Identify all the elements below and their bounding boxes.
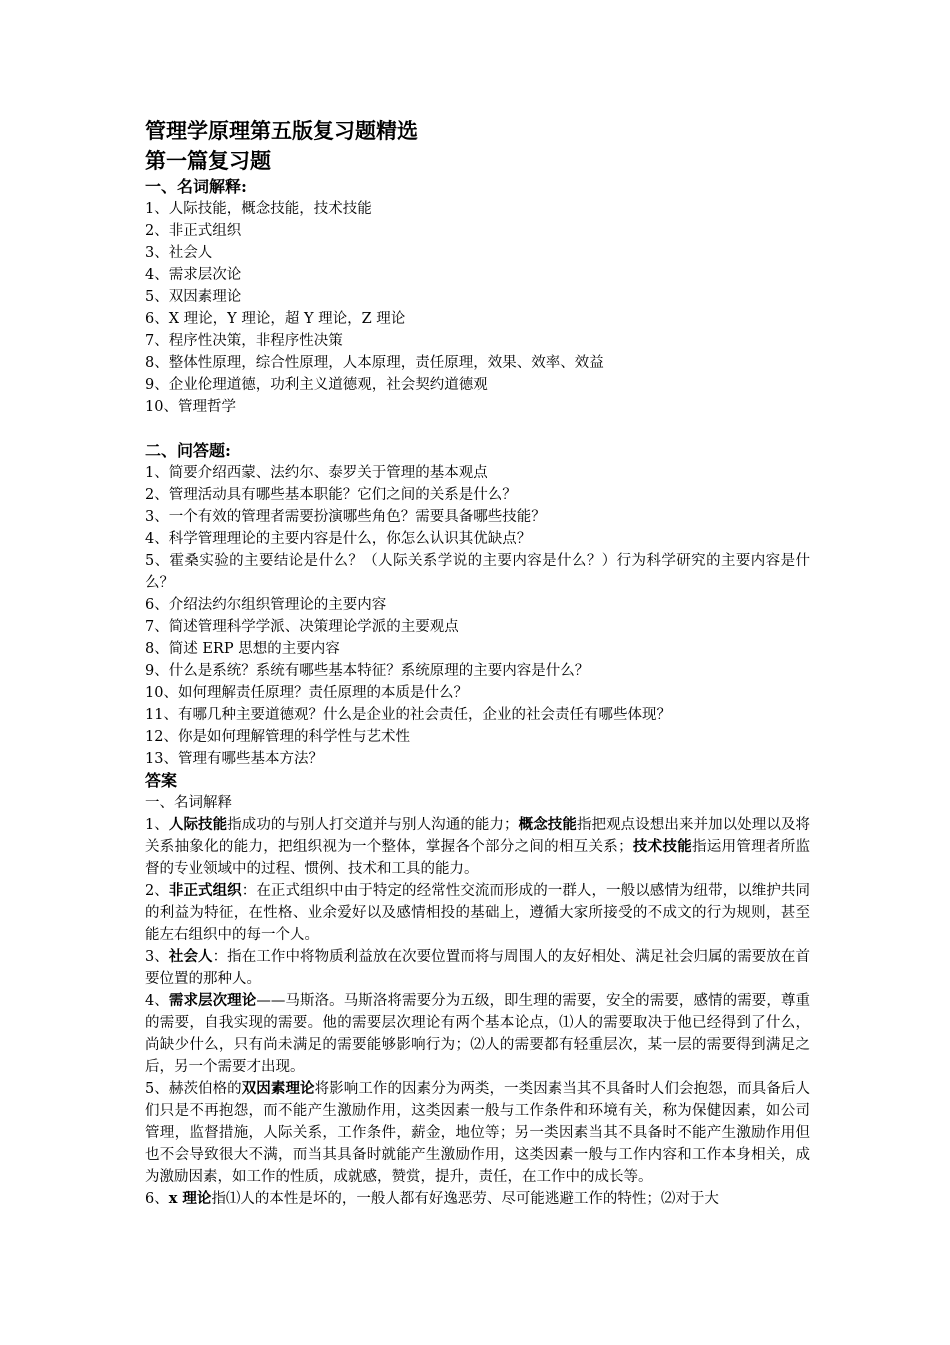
list-item: 6、介绍法约尔组织管理论的主要内容	[145, 597, 387, 613]
answer-term: 非正式组织	[168, 882, 242, 899]
section2-heading: 二、问答题:	[145, 441, 231, 460]
answers-subheading: 一、名词解释	[145, 795, 232, 811]
document-page	[145, 116, 810, 1210]
answer-1	[145, 814, 810, 880]
answers-heading: 答案	[145, 771, 178, 790]
list-item: 7、简述管理科学学派、决策理论学派的主要观点	[145, 619, 459, 635]
list-item: 4、需求层次论	[145, 267, 242, 283]
answer-text: ——马斯洛。马斯洛将需要分为五级，即生理的需要，安全的需要，感情的需要，尊重的需要，自我实现的需要。他的需要层次理论有两个基本论点，⑴人的需要取决于他已经得到了什么，尚缺少什么，只有尚未满足的需要能够影响行为；⑵人的需要都有轻重层次，某一层的需要得到满足之后，另一个需要才出现。	[145, 993, 810, 1075]
part-title: 第一篇复习题	[145, 148, 271, 173]
answer-term: 概念技能	[518, 816, 577, 833]
answer-text: 指成功的与别人打交道并与别人沟通的能力；	[227, 817, 519, 833]
list-item: 8、简述 ERP 思想的主要内容	[145, 641, 340, 657]
list-item: 1、人际技能，概念技能，技术技能	[145, 201, 372, 217]
answer-term: 双因素理论	[241, 1080, 315, 1097]
list-item: 1、简要介绍西蒙、法约尔、泰罗关于管理的基本观点	[145, 465, 488, 481]
list-item: 8、整体性原理，综合性原理，人本原理，责任原理，效果、效率、效益	[145, 355, 604, 371]
answer-prefix: 5、赫茨伯格的	[145, 1081, 242, 1097]
answer-number: 2、	[145, 883, 169, 899]
list-item: 12、你是如何理解管理的科学性与艺术性	[145, 729, 410, 745]
answer-number: 1、	[145, 817, 169, 833]
answer-2	[145, 880, 810, 946]
list-item: 10、管理哲学	[145, 399, 236, 415]
answer-term: 技术技能	[632, 838, 693, 855]
answer-text: 指⑴人的本性是坏的，一般人都有好逸恶劳、尽可能逃避工作的特性；⑵对于大	[211, 1191, 719, 1207]
answer-term: 需求层次理论	[168, 992, 257, 1009]
answer-text: 将影响工作的因素分为两类，一类因素当其不具备时人们会抱怨，而具备后人们只是不再抱怨，而不能产生激励作用，这类因素一般与工作条件和环境有关，称为保健因素，如公司管理，监督措施，人际关系，工作条件，薪金，地位等；另一类因素当其不具备时不能产生激励作用但也不会导致很大不满，而当其具备时就能产生激励作用，这类因素一般与工作内容和工作本身相关，成为激励因素，如工作的性质，成就感，赞赏，提升，责任，在工作中的成长等。	[145, 1081, 811, 1185]
list-item: 5、双因素理论	[145, 289, 242, 305]
list-item: 10、如何理解责任原理？责任原理的本质是什么？	[145, 685, 468, 701]
list-item: 2、管理活动具有哪些基本职能？它们之间的关系是什么？	[145, 487, 517, 503]
list-item: 9、什么是系统？系统有哪些基本特征？系统原理的主要内容是什么？	[145, 663, 590, 679]
list-item: 3、一个有效的管理者需要扮演哪些角色？需要具备哪些技能？	[145, 509, 546, 525]
answer-5	[145, 1078, 810, 1188]
list-item: 2、非正式组织	[145, 223, 242, 239]
list-item: 11、有哪几种主要道德观？什么是企业的社会责任，企业的社会责任有哪些体现？	[145, 707, 671, 723]
answer-text: ：指在工作中将物质利益放在次要位置而将与周围人的友好相处、满足社会归属的需要放在首要位置的那种人。	[145, 949, 810, 987]
answer-text: ：在正式组织中由于特定的经常性交流而形成的一群人，一般以感情为纽带，以维护共同的利益为特征，在性格、业余爱好以及感情相投的基础上，遵循大家所接受的不成文的行为规则，甚至能左右组织中的每一个人。	[145, 883, 811, 943]
answer-3	[145, 946, 810, 990]
spacer	[145, 418, 810, 440]
answer-6	[145, 1188, 810, 1210]
answer-term: 人际技能	[168, 816, 228, 833]
list-item: 9、企业伦理道德，功利主义道德观，社会契约道德观	[145, 377, 488, 393]
answer-number: 6、	[145, 1191, 169, 1207]
list-item: 3、社会人	[145, 245, 213, 261]
term-list	[145, 198, 810, 418]
answer-term: x 理论	[168, 1190, 212, 1207]
answer-4	[145, 990, 810, 1078]
answer-number: 4、	[145, 993, 169, 1009]
list-item: 13、管理有哪些基本方法？	[145, 751, 323, 767]
list-item: 4、科学管理理论的主要内容是什么，你怎么认识其优缺点？	[145, 531, 532, 547]
section1-heading: 一、名词解释:	[145, 177, 247, 196]
list-item: 7、程序性决策，非程序性决策	[145, 333, 343, 349]
list-item: 6、X 理论，Y 理论，超 Y 理论，Z 理论	[145, 311, 406, 327]
question-list	[145, 462, 810, 770]
list-item: 5、霍桑实验的主要结论是什么？（人际关系学说的主要内容是什么？）行为科学研究的主要内容是什么？	[145, 553, 810, 591]
answer-text: 指运用管理者所监督的专业领域中的过程、惯例、技术和工具的能力。	[145, 839, 811, 877]
answer-number: 3、	[145, 949, 169, 965]
answer-term: 社会人	[168, 948, 213, 965]
answer-text: 指把观点设想出来并加以处理以及将关系抽象化的能力，把组织视为一个整体，掌握各个部分之间的相互关系；	[145, 817, 811, 855]
document-title: 管理学原理第五版复习题精选	[145, 118, 418, 143]
